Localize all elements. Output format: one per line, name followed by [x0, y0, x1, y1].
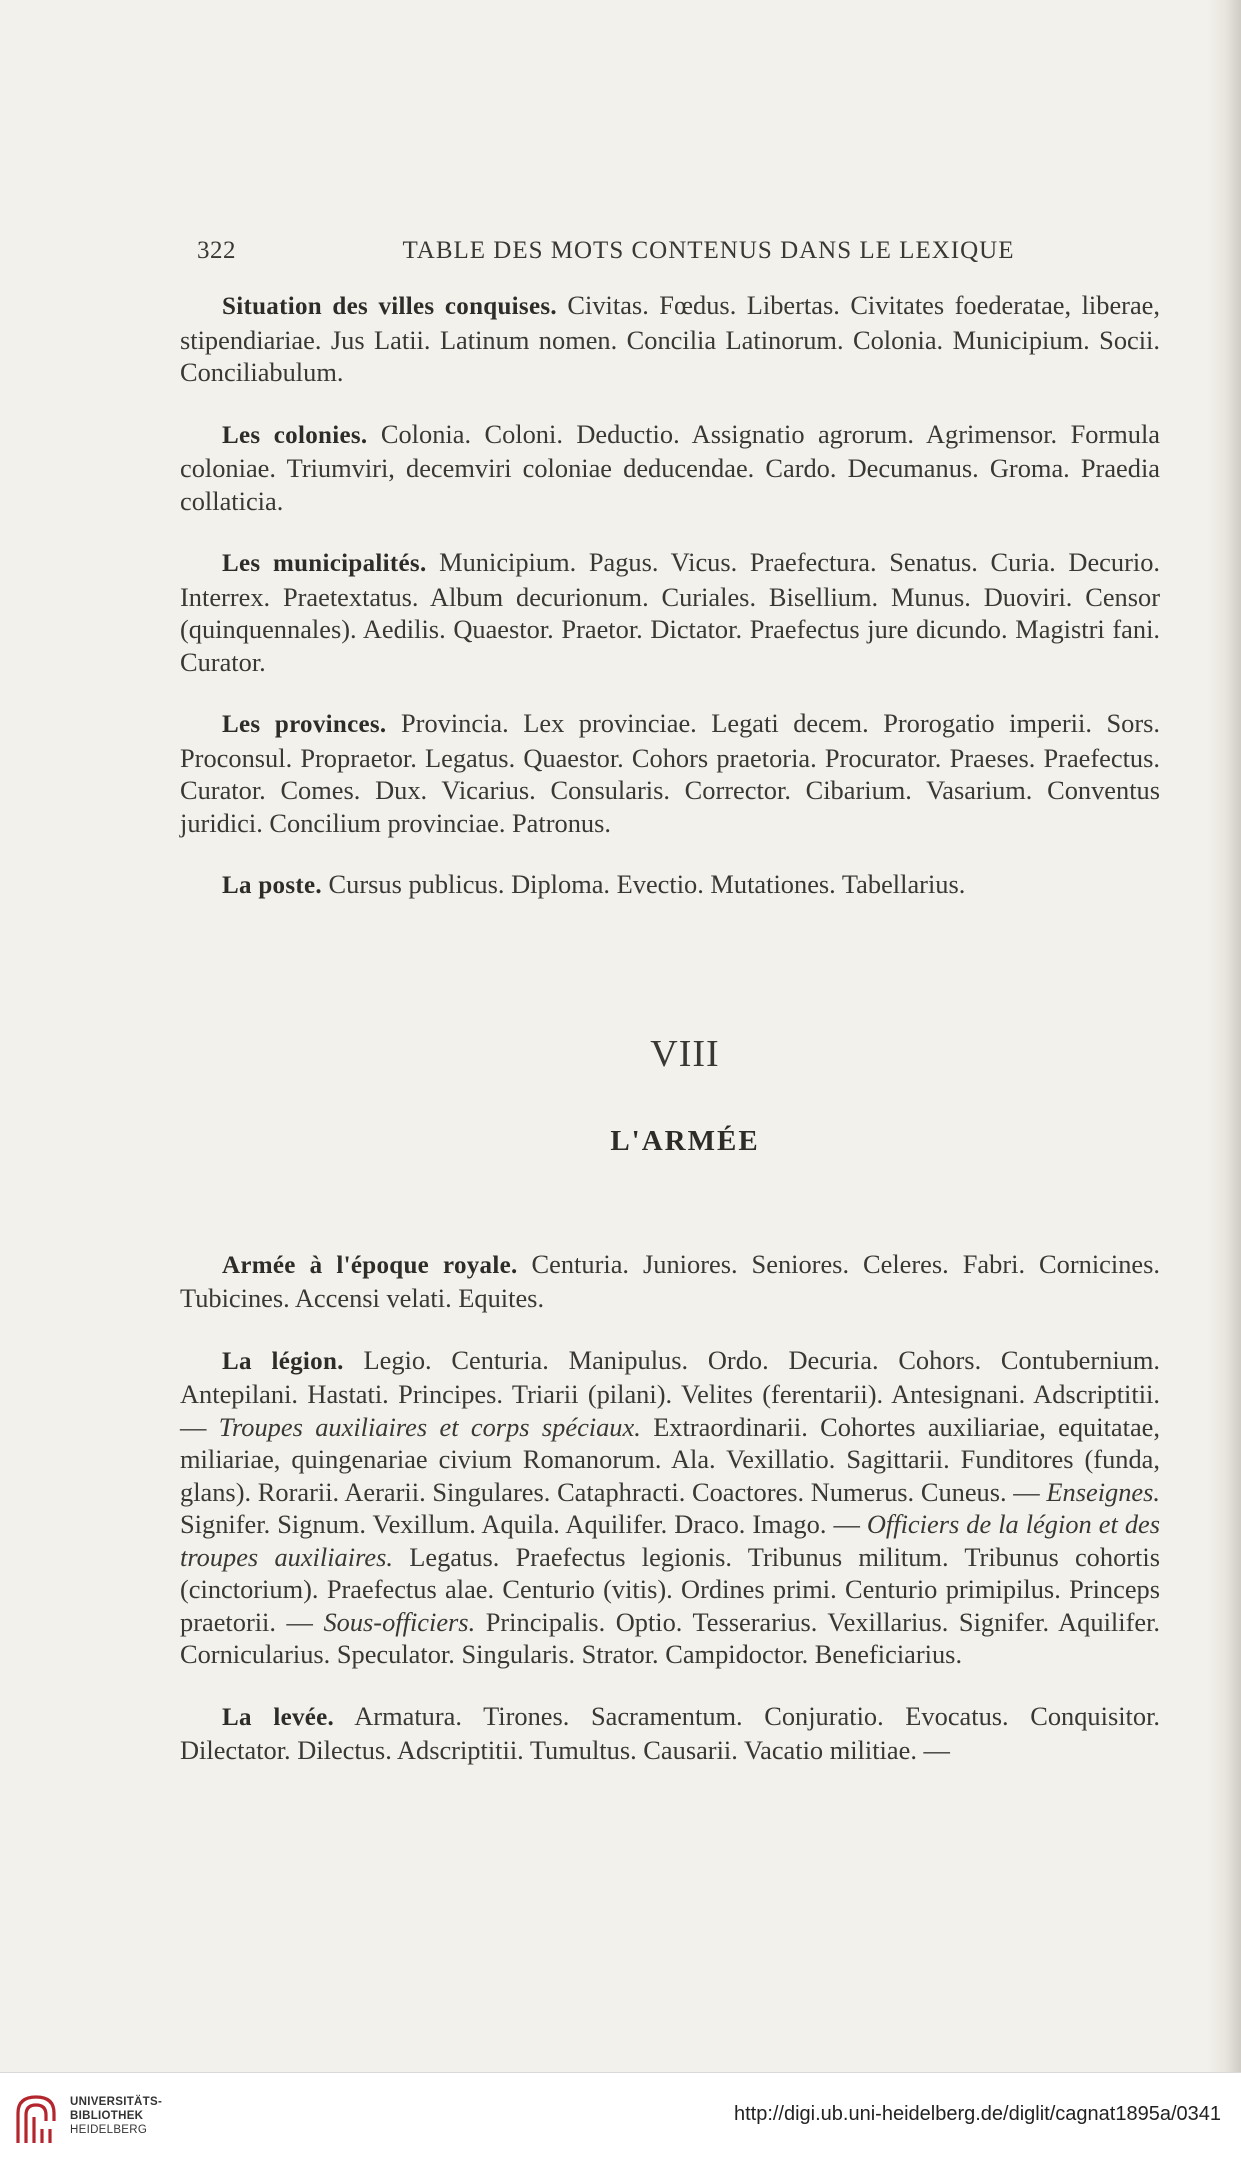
entry-armee-royale [180, 1248, 1160, 1315]
chapter-title: L'ARMÉE [610, 1124, 760, 1157]
entry-text: Principalis. Optio. Tesserarius. Vexillarius. Signifer. Aquilifer. Cornicularius. Speculator. Singularis. Strator. Campidoctor. Beneficiarius. [180, 1606, 1160, 1669]
entry-text: Extraordinarii. Cohortes auxiliariae, equitatae, miliariae, quingenariae civium Romanorum. Ala. Vexillatio. Sagittarii. Funditores (funda, glans). Rorarii. Aerarii. Singulares. Cataphracti. Coactores. Numerus. Cuneus. — [180, 1411, 1160, 1507]
entry-colonies [180, 418, 1160, 518]
entry-heading: Les provinces. [222, 711, 387, 738]
library-name-line: BIBLIOTHEK [70, 2110, 144, 2122]
entry-text: Signifer. Signum. Vexillum. Aquila. Aquilifer. Draco. Imago. — [180, 1509, 867, 1539]
subheading-sous-officiers: Sous-officiers. [323, 1606, 476, 1637]
entry-text: Legio. Centuria. Manipulus. Ordo. Decuria. Cohors. Contubernium. Antepilani. Hastati. Principes. Triarii (pilani). Velites (ferentarii). Antesignani. Adscriptitii. — [180, 1344, 1160, 1442]
entry-heading: La légion. [222, 1347, 344, 1375]
entry-heading: Armée à l'époque royale. [222, 1251, 518, 1279]
entry-provinces [180, 707, 1160, 839]
entry-heading: Les colonies. [222, 421, 368, 449]
chapter-number: VIII [650, 1032, 720, 1075]
permalink[interactable]: http://digi.ub.uni-heidelberg.de/diglit/cagnat1895a/0341 [733, 2103, 1221, 2125]
library-name-line: HEIDELBERG [70, 2124, 148, 2136]
entry-heading: Les municipalités. [222, 550, 427, 577]
entry-text: Municipium. Pagus. Vicus. Praefectura. Senatus. Curia. Decurio. Interrex. Praetextatus. Album decurionum. Curiales. Bisellium. Munus. Duoviri. Censor (quinquennales). Aedilis. Quaestor. Praetor. Dictator. Praefectus jure dicundo. Magistri fani. Curator. [180, 547, 1160, 677]
entry-municipalites [180, 546, 1160, 678]
running-title: TABLE DES MOTS CONTENUS DANS LE LEXIQUE [402, 237, 1015, 264]
page-content [180, 200, 1160, 1767]
entry-text: Centuria. Juniores. Seniores. Celeres. Fabri. Cornicines. Tubicines. Accensi velati. Equites. [180, 1248, 1160, 1313]
subheading-troupes: Troupes auxiliaires et corps spéciaux. [218, 1411, 641, 1442]
entry-heading: Situation des villes conquises. [222, 293, 557, 320]
library-name-line: UNIVERSITÄTS- [70, 2096, 163, 2108]
library-name [70, 2095, 162, 2137]
entry-legion [180, 1344, 1160, 1671]
entry-levee [180, 1700, 1160, 1767]
entry-text: Cursus publicus. Diploma. Evectio. Mutationes. Tabellarius. [321, 869, 966, 899]
page-edge-shadow [1207, 0, 1241, 2072]
entry-text: Armatura. Tirones. Sacramentum. Conjuratio. Evocatus. Conquisitor. Dilectator. Dilectus. Adscriptitii. Tumultus. Causarii. Vacatio militiae. — [180, 1700, 1161, 1765]
running-head [197, 200, 1172, 264]
subheading-enseignes: Enseignes. [1046, 1476, 1160, 1507]
subheading-officiers: Officiers de la légion et des troupes auxiliaires. [180, 1509, 1160, 1572]
entry-text: Civitas. Fœdus. Libertas. Civitates foederatae, liberae, stipendiariae. Jus Latii. Latinum nomen. Concilia Latinorum. Colonia. Municipium. Socii. Conciliabulum. [180, 290, 1160, 387]
entry-text: Legatus. Praefectus legionis. Tribunus militum. Tribunus cohortis (cinctorium). Praefectus alae. Centurio (vitis). Ordines primi. Centurio primipilus. Princeps praetorii. — [180, 1541, 1160, 1637]
entry-poste [180, 868, 1160, 903]
entry-heading: La levée. [222, 1703, 335, 1731]
heidelberg-library-logo-icon [14, 2091, 58, 2147]
page-number: 322 [197, 237, 236, 264]
entry-heading: La poste. [222, 872, 322, 899]
entry-situation-villes [180, 260, 1160, 389]
entry-text: Colonia. Coloni. Deductio. Assignatio agrorum. Agrimensor. Formula coloniae. Triumviri, decemviri coloniae deducendae. Cardo. Decumanus. Groma. Praedia collaticia. [180, 418, 1160, 516]
entry-text: Provincia. Lex provinciae. Legati decem. Prorogatio imperii. Sors. Proconsul. Propraetor. Legatus. Quaestor. Cohors praetoria. Procurator. Praeses. Praefectus. Curator. Comes. Dux. Vicarius. Consularis. Corrector. Cibarium. Vasarium. Conventus juridici. Concilium provinciae. Patronus. [180, 708, 1160, 838]
viewer-footer [0, 2072, 1241, 2161]
